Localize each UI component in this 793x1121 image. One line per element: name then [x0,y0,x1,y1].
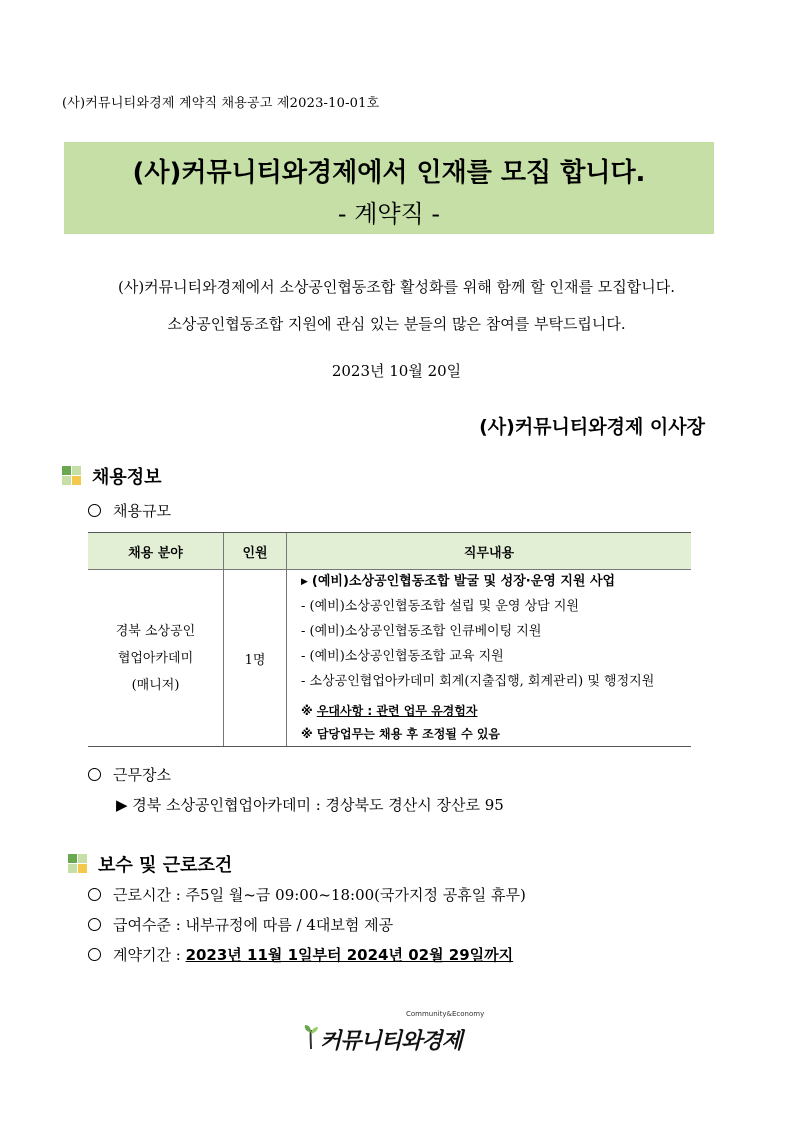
cell-duty [287,570,692,747]
jobs-table [88,532,691,747]
preference-note [301,700,691,723]
sprout-icon [302,1024,320,1050]
period-label: 계약기간 : [113,946,186,964]
preference-text: 우대사항 : 관련 업무 유경험자 [316,704,478,718]
duty-item: - (예비)소상공인협동조합 인큐베이팅 지원 [301,624,542,639]
hours-text: 근로시간 : 주5일 월~금 09:00~18:00(국가지정 공휴일 휴무) [113,886,526,904]
intro-line-2: 소상공인협동조합 지원에 관심 있는 분들의 많은 참여를 부탁드립니다. [167,315,626,333]
duty-item: - (예비)소상공인협동조합 교육 지원 [301,649,504,664]
banner-subtitle: - 계약직 - [337,200,441,228]
field-line: 경북 소상공인 [115,623,196,639]
field-line: 협업아카데미 [117,650,194,666]
organization-logo [300,1010,500,1060]
recruit-scale-item [88,500,171,521]
section-bullet-icon [62,466,82,486]
section-title-conditions: 보수 및 근로조건 [98,855,233,876]
section-bullet-icon [68,854,88,874]
cell-count: 1명 [224,570,287,747]
workplace-item [88,764,171,785]
intro-line-1: (사)커뮤니티와경제에서 소상공인협동조합 활성화를 위해 함께 할 인재를 모집합니다. [117,278,675,296]
notice-date: 2023년 10월 20일 [331,362,462,380]
period-value: 2023년 11월 1일부터 2024년 02월 29일까지 [185,946,514,964]
pay-item [88,914,393,935]
notice-number: (사)커뮤니티와경제 계약직 채용공고 제2023-10-01호 [62,96,380,111]
cell-field [88,570,224,747]
duty-heading-text: (예비)소상공인협동조합 발굴 및 성장·운영 지원 사업 [311,574,616,589]
header-field: 채용 분야 [88,533,224,570]
field-line: (매니저) [131,677,180,693]
period-item [88,944,513,965]
duty-item: - (예비)소상공인협동조합 설립 및 운영 상담 지원 [301,599,579,614]
circle-bullet-icon [88,888,101,901]
logo-korean: 커뮤니티와경제 [320,1028,462,1054]
note-prefix: ※ [301,704,317,718]
adjustment-note: ※ 담당업무는 채용 후 조정될 수 있음 [301,727,501,741]
duty-heading [301,570,691,594]
duty-item: - 소상공인협업아카데미 회계(지출집행, 회계관리) 및 행정지원 [301,674,655,689]
circle-bullet-icon [88,768,101,781]
table-header-row [88,533,691,570]
triangle-bullet-icon: ▶ [301,577,308,587]
section-title-recruit: 채용정보 [92,467,162,488]
workplace-label: 근무장소 [113,766,171,784]
recruit-scale-label: 채용규모 [113,502,171,520]
title-banner [64,142,714,234]
banner-title: (사)커뮤니티와경제에서 인재를 모집 합니다. [132,158,646,188]
header-duty: 직무내용 [287,533,692,570]
circle-bullet-icon [88,948,101,961]
circle-bullet-icon [88,918,101,931]
circle-bullet-icon [88,504,101,517]
pay-text: 급여수준 : 내부규정에 따름 / 4대보험 제공 [113,916,394,934]
hours-item [88,884,526,905]
logo-english: Community&Economy [406,1010,485,1018]
workplace-address: ▶ 경북 소상공인협업아카데미 : 경상북도 경산시 장산로 95 [116,796,504,814]
table-row [88,570,691,747]
signer: (사)커뮤니티와경제 이사장 [479,416,705,438]
header-count: 인원 [224,533,287,570]
